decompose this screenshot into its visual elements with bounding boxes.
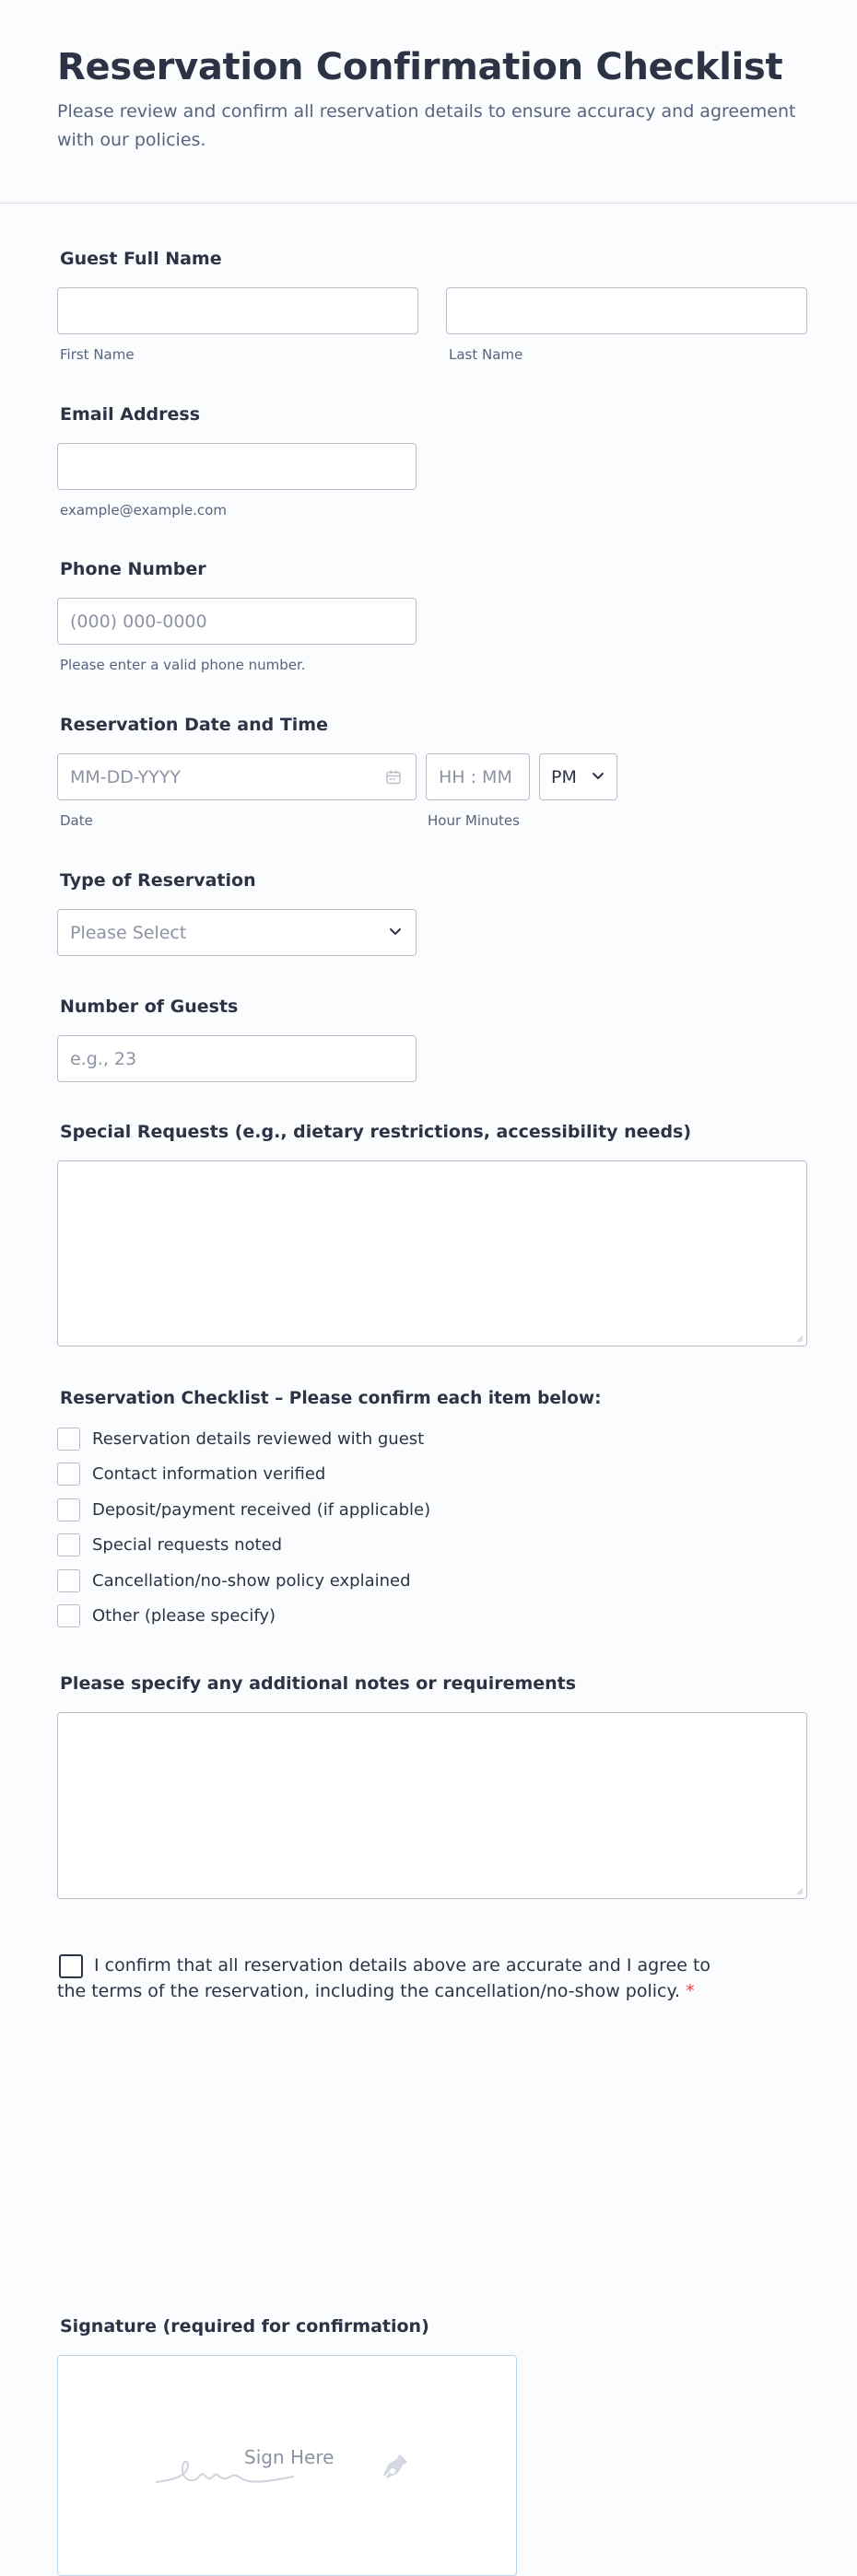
- reservation-type-select[interactable]: [57, 909, 417, 956]
- ampm-value: PM: [551, 767, 577, 787]
- agreement-line-1: I confirm that all reservation details above are accurate and I agree to: [94, 1955, 711, 1976]
- checklist-checkbox-contact-verified[interactable]: [57, 1463, 80, 1486]
- checklist-checkbox-cancellation-policy[interactable]: [57, 1569, 80, 1592]
- email-sublabel: example@example.com: [60, 502, 227, 519]
- reservation-type-label: Type of Reservation: [60, 870, 256, 891]
- page-subtitle: Please review and confirm all reservation details to ensure accuracy and agreement with our policies.: [57, 101, 796, 150]
- checklist-label: Reservation Checklist – Please confirm each item below:: [60, 1389, 602, 1408]
- checklist-checkbox-other[interactable]: [57, 1604, 80, 1627]
- resize-grip-icon[interactable]: [794, 1886, 804, 1895]
- special-requests-textarea[interactable]: [57, 1160, 807, 1346]
- last-name-sublabel: Last Name: [449, 346, 523, 363]
- reservation-type-selected: Please Select: [70, 923, 187, 943]
- phone-label: Phone Number: [60, 559, 206, 579]
- time-sublabel: Hour Minutes: [428, 812, 520, 829]
- first-name-sublabel: First Name: [60, 346, 135, 363]
- guest-name-label: Guest Full Name: [60, 249, 222, 269]
- agreement-checkbox[interactable]: [59, 1954, 83, 1978]
- email-label: Email Address: [60, 404, 201, 425]
- email-input[interactable]: [57, 443, 417, 490]
- notes-textarea[interactable]: [57, 1712, 807, 1899]
- agreement-line-2-wrap: [57, 1981, 695, 2001]
- agreement-line-2: the terms of the reservation, including the cancellation/no-show policy.: [57, 1981, 681, 2001]
- calendar-icon[interactable]: [385, 769, 402, 786]
- guests-input[interactable]: [57, 1035, 417, 1082]
- checklist-checkbox-deposit-received[interactable]: [57, 1498, 80, 1521]
- checklist-item-label: Other (please specify): [92, 1606, 276, 1626]
- last-name-input[interactable]: [446, 287, 807, 334]
- page-title: Reservation Confirmation Checklist: [57, 46, 783, 88]
- form-header: [0, 0, 857, 204]
- time-input[interactable]: [426, 753, 530, 800]
- guests-label: Number of Guests: [60, 997, 239, 1017]
- checklist-checkbox-special-requests[interactable]: [57, 1533, 80, 1556]
- first-name-input[interactable]: [57, 287, 418, 334]
- chevron-down-icon: [592, 772, 605, 781]
- signature-label: Signature (required for confirmation): [60, 2316, 429, 2337]
- checklist-item-label: Special requests noted: [92, 1535, 283, 1555]
- phone-sublabel: Please enter a valid phone number.: [60, 657, 306, 673]
- phone-input[interactable]: [57, 598, 417, 645]
- required-asterisk: *: [686, 1981, 695, 2001]
- resize-grip-icon[interactable]: [794, 1334, 804, 1343]
- date-field: [57, 753, 417, 800]
- date-input[interactable]: [57, 753, 417, 800]
- sign-here-text: Sign Here: [244, 2446, 335, 2468]
- date-sublabel: Date: [60, 812, 93, 829]
- checklist-item-label: Reservation details reviewed with guest: [92, 1429, 425, 1449]
- checklist-item-label: Contact information verified: [92, 1464, 326, 1484]
- checklist-item-label: Deposit/payment received (if applicable): [92, 1500, 431, 1520]
- pen-nib-icon: [376, 2447, 413, 2484]
- checklist-checkbox-details-reviewed[interactable]: [57, 1428, 80, 1451]
- signature-pad[interactable]: [57, 2355, 517, 2576]
- chevron-down-icon: [389, 927, 402, 937]
- special-requests-label: Special Requests (e.g., dietary restrictions, accessibility needs): [60, 1122, 692, 1142]
- ampm-select[interactable]: [539, 753, 617, 800]
- checklist-item-label: Cancellation/no-show policy explained: [92, 1571, 411, 1591]
- reservation-datetime-label: Reservation Date and Time: [60, 715, 328, 735]
- notes-label: Please specify any additional notes or requirements: [60, 1673, 577, 1694]
